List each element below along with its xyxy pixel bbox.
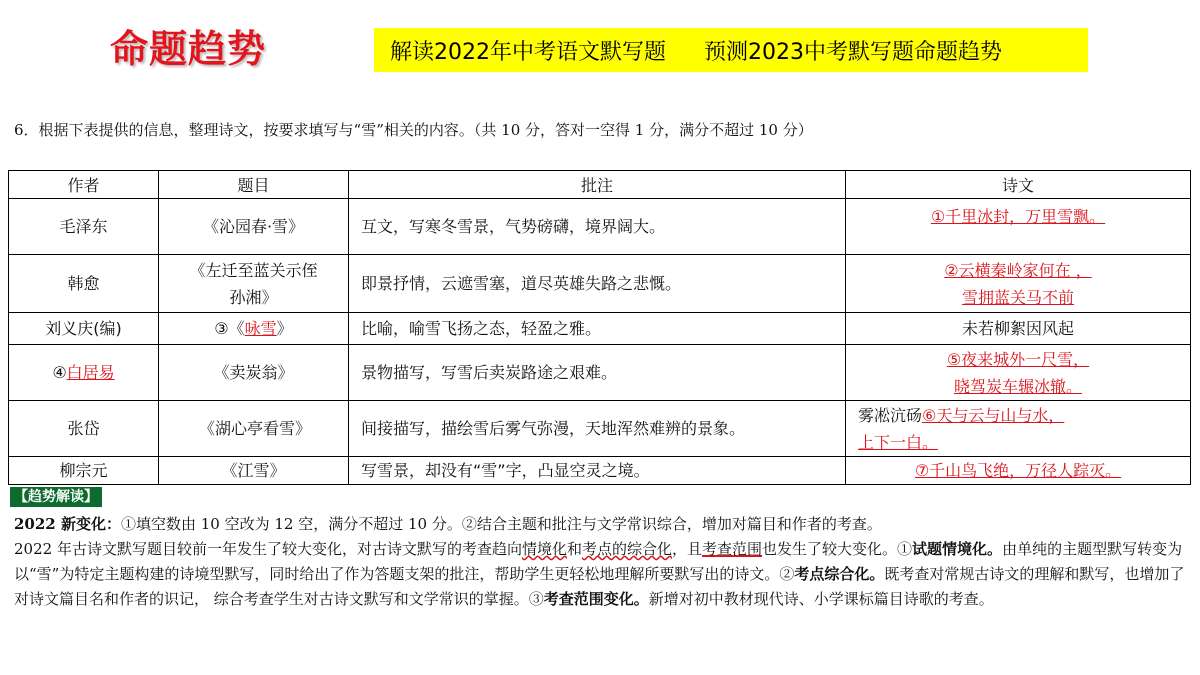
- poem-answer: ⑥天与云与山与水，: [922, 405, 1065, 425]
- table-row: [9, 313, 1191, 345]
- header-note: 批注: [349, 171, 846, 199]
- author-answer: 白居易: [66, 363, 115, 382]
- table-row: [9, 345, 1191, 401]
- analysis-p2-text: 新增对初中教材现代诗、小学课标篇目诗歌的考查。: [648, 590, 994, 608]
- header-poem: 诗文: [846, 171, 1191, 199]
- cell-poem: [846, 199, 1191, 255]
- table-row: [9, 255, 1191, 313]
- cell-poem: 未若柳絮因风起: [846, 313, 1191, 345]
- title-answer: 咏雪: [244, 319, 277, 338]
- cell-poem: [846, 401, 1191, 457]
- analysis-p1-text: ①填空数由 10 空改为 12 空，满分不超过 10 分。②结合主题和批注与文学常识综合，增加对篇目和作者的考查。: [120, 515, 882, 533]
- poem-answer: 晓驾炭车辗冰辙。: [953, 376, 1082, 396]
- table-row: [9, 401, 1191, 457]
- analysis-p1-label: 2022 新变化：: [14, 515, 121, 533]
- analysis-p2-highlight: 情境化: [521, 540, 567, 558]
- author-prefix: ④: [52, 363, 67, 382]
- banner-right-text: 预测2023中考默写题命题趋势: [704, 39, 1002, 65]
- page-title: 命题趋势: [110, 27, 267, 71]
- cell-title: 《左迁至蓝关示侄孙湘》: [159, 255, 349, 313]
- analysis-p2-bold: 考点综合化。: [794, 565, 885, 583]
- question-text: 6．根据下表提供的信息，整理诗文，按要求填写与“雪”相关的内容。（共 10 分，答对一空得 1 分，满分不超过 10 分）: [14, 121, 813, 139]
- analysis-paragraph-1: [14, 512, 1190, 537]
- cell-note: 景物描写，写雪后卖炭路途之艰难。: [349, 345, 846, 401]
- analysis-paragraph-2: [14, 537, 1190, 612]
- banner-left-text: 解读2022年中考语文默写题: [390, 39, 666, 65]
- cell-author: 刘义庆(编): [9, 313, 159, 345]
- poem-table: [8, 170, 1191, 485]
- poem-answer: ⑤夜来城外一尺雪，: [946, 349, 1090, 369]
- cell-title: 《湖心亭看雪》: [159, 401, 349, 457]
- cell-note: 即景抒情，云遮雪塞，道尽英雄失路之悲慨。: [349, 255, 846, 313]
- analysis-p2-bold: 考查范围变化。: [543, 590, 649, 608]
- cell-author: 柳宗元: [9, 457, 159, 485]
- analysis-p2-text: 和: [566, 540, 582, 558]
- poem-answer: ②云横秦岭家何在 ，: [944, 260, 1092, 280]
- header-banner: [374, 28, 1088, 72]
- table-row: [9, 199, 1191, 255]
- cell-note: 间接描写，描绘雪后雾气弥漫，天地浑然难辨的景象。: [349, 401, 846, 457]
- cell-title: 《江雪》: [159, 457, 349, 485]
- header-title: 题目: [159, 171, 349, 199]
- cell-note: 互文，写寒冬雪景，气势磅礴，境界阔大。: [349, 199, 846, 255]
- analysis-p2-text: 2022 年古诗文默写题目较前一年发生了较大变化，对古诗文默写的考查趋向: [14, 540, 522, 558]
- poem-prefix: 雾凇沆砀: [858, 405, 923, 425]
- poem-answer: 雪拥蓝关马不前: [961, 287, 1074, 307]
- cell-author: 韩愈: [9, 255, 159, 313]
- trend-analysis-tag: 【趋势解读】: [10, 487, 102, 507]
- cell-poem: [846, 457, 1191, 485]
- cell-author: [9, 345, 159, 401]
- analysis-p2-text: 既考查对常规古诗文的理解和默写，也增加了对诗文篇目名和作者的识记， 综合考查学生对古诗文默写和文学常识的掌握。③: [14, 565, 1185, 608]
- poem-answer: ⑦千山鸟飞绝，万径人踪灭。: [914, 461, 1122, 480]
- cell-title: 《沁园春·雪》: [159, 199, 349, 255]
- poem-answer: ①千里冰封，万里雪飘。: [930, 207, 1106, 226]
- table-row: [9, 457, 1191, 485]
- analysis-p2-text: ，且: [672, 540, 703, 558]
- poem-answer: 上下一白。: [858, 432, 939, 452]
- cell-poem: [846, 345, 1191, 401]
- table-header-row: [9, 171, 1191, 199]
- title-suffix: 》: [276, 319, 293, 338]
- title-prefix: ③《: [214, 319, 245, 338]
- analysis-text: [14, 512, 1190, 612]
- analysis-p2-bold: 试题情境化。: [912, 540, 1003, 558]
- cell-note: 写雪景，却没有“雪”字，凸显空灵之境。: [349, 457, 846, 485]
- cell-poem: [846, 255, 1191, 313]
- cell-title: [159, 313, 349, 345]
- analysis-p2-highlight: 考点的综合化: [581, 540, 672, 558]
- analysis-p2-text: 也发生了较大变化。①: [762, 540, 913, 558]
- header-author: 作者: [9, 171, 159, 199]
- cell-author: 张岱: [9, 401, 159, 457]
- cell-note: 比喻，喻雪飞扬之态，轻盈之雅。: [349, 313, 846, 345]
- cell-author: 毛泽东: [9, 199, 159, 255]
- cell-title: 《卖炭翁》: [159, 345, 349, 401]
- analysis-p2-text: 由单纯的主题型默写转变为以“雪”为特定主题构建的诗境型默写，同时给出了作为答题支架的批注，帮助学生更轻松地理解所要默写出的诗文。②: [14, 540, 1183, 583]
- analysis-p2-highlight: 考查范围: [702, 540, 763, 558]
